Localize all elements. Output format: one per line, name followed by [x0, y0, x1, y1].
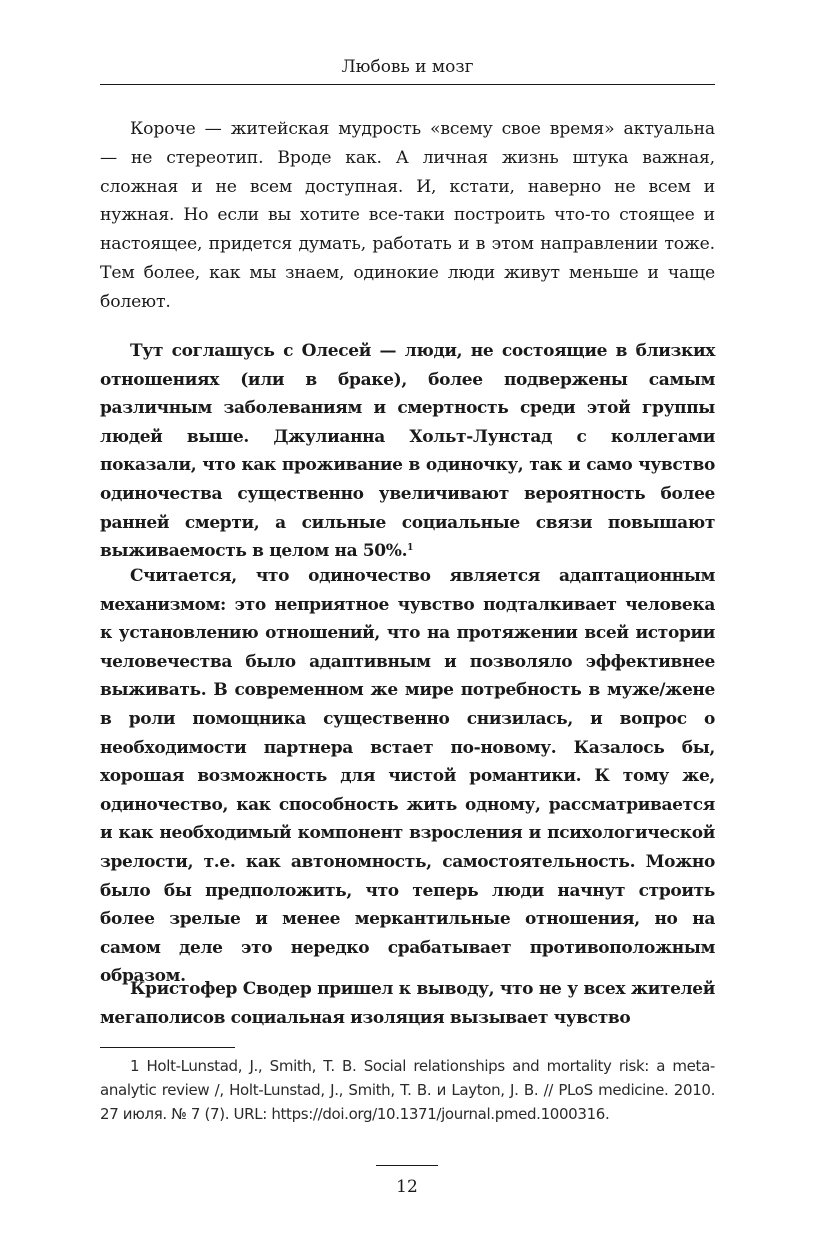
- page-number: 12: [396, 1177, 418, 1197]
- paragraph-2-text: Тут соглашусь с Олесей — люди, не состоящие в близких отношениях (или в браке), более подвержены самым различным заболеваниям и смертность среди этой группы людей выше. Джулианна Хольт-Лунстад с коллегами показали, что как проживание в одиночку, так и само чувство одиночества существенно увеличивают вероятность более ранней смерти, а сильные социальные связи повышают выживаемость в целом на 50%.: [100, 341, 715, 562]
- page-number-rule: [376, 1165, 438, 1166]
- running-head-title: Любовь и мозг: [341, 57, 474, 77]
- header-rule: [100, 84, 715, 85]
- body-paragraph-3: [100, 562, 715, 991]
- paragraph-1-text: Короче — житейская мудрость «всему свое время» актуальна — не стереотип. Вроде как. А личная жизнь штука важная, сложная и не всем доступная. И, кстати, наверно не всем и нужная. Но если вы хотите все-таки построить что-то стоящее и настоящее, придется думать, работать и в этом направлении тоже. Тем более, как мы знаем, одинокие люди живут меньше и чаще болеют.: [100, 119, 715, 312]
- footnote-reference[interactable]: 1: [407, 543, 414, 554]
- body-paragraph-1: [100, 115, 715, 317]
- paragraph-4-text: Кристофер Сводер пришел к выводу, что не у всех жителей мегаполисов социальная изоляция вызывает чувство: [100, 979, 715, 1028]
- body-paragraph-2: [100, 337, 715, 566]
- paragraph-3-text: Считается, что одиночество является адаптационным механизмом: это неприятное чувство подталкивает человека к установлению отношений, что на протяжении всей истории человечества было адаптивным и позволяло эффективнее выживать. В современном же мире потребность в муже/жене в роли помощника существенно снизилась, и вопрос о необходимости партнера встает по-новому. Казалось бы, хорошая возможность для чистой романтики. К тому же, одиночество, как способность жить одному, рассматривается и как необходимый компонент взросления и психологической зрелости, т.е. как автономность, самостоятельность. Можно было бы предположить, что теперь люди начнут строить более зрелые и менее меркантильные отношения, но на самом деле это нередко срабатывает противоположным образом.: [100, 566, 715, 987]
- footnote-1: 1 Holt-Lunstad, J., Smith, T. B. Social relationships and mortality risk: a meta-analytic review /, Holt-Lunstad, J., Smith, T. B. и Layton, J. B. // PLoS medicine. 2010. 27 июля. № 7 (7). URL: https://doi.org/10.1371/journal.pmed.1000316.: [100, 1057, 715, 1123]
- footnote-rule: [100, 1047, 235, 1048]
- body-paragraph-4: [100, 975, 715, 1032]
